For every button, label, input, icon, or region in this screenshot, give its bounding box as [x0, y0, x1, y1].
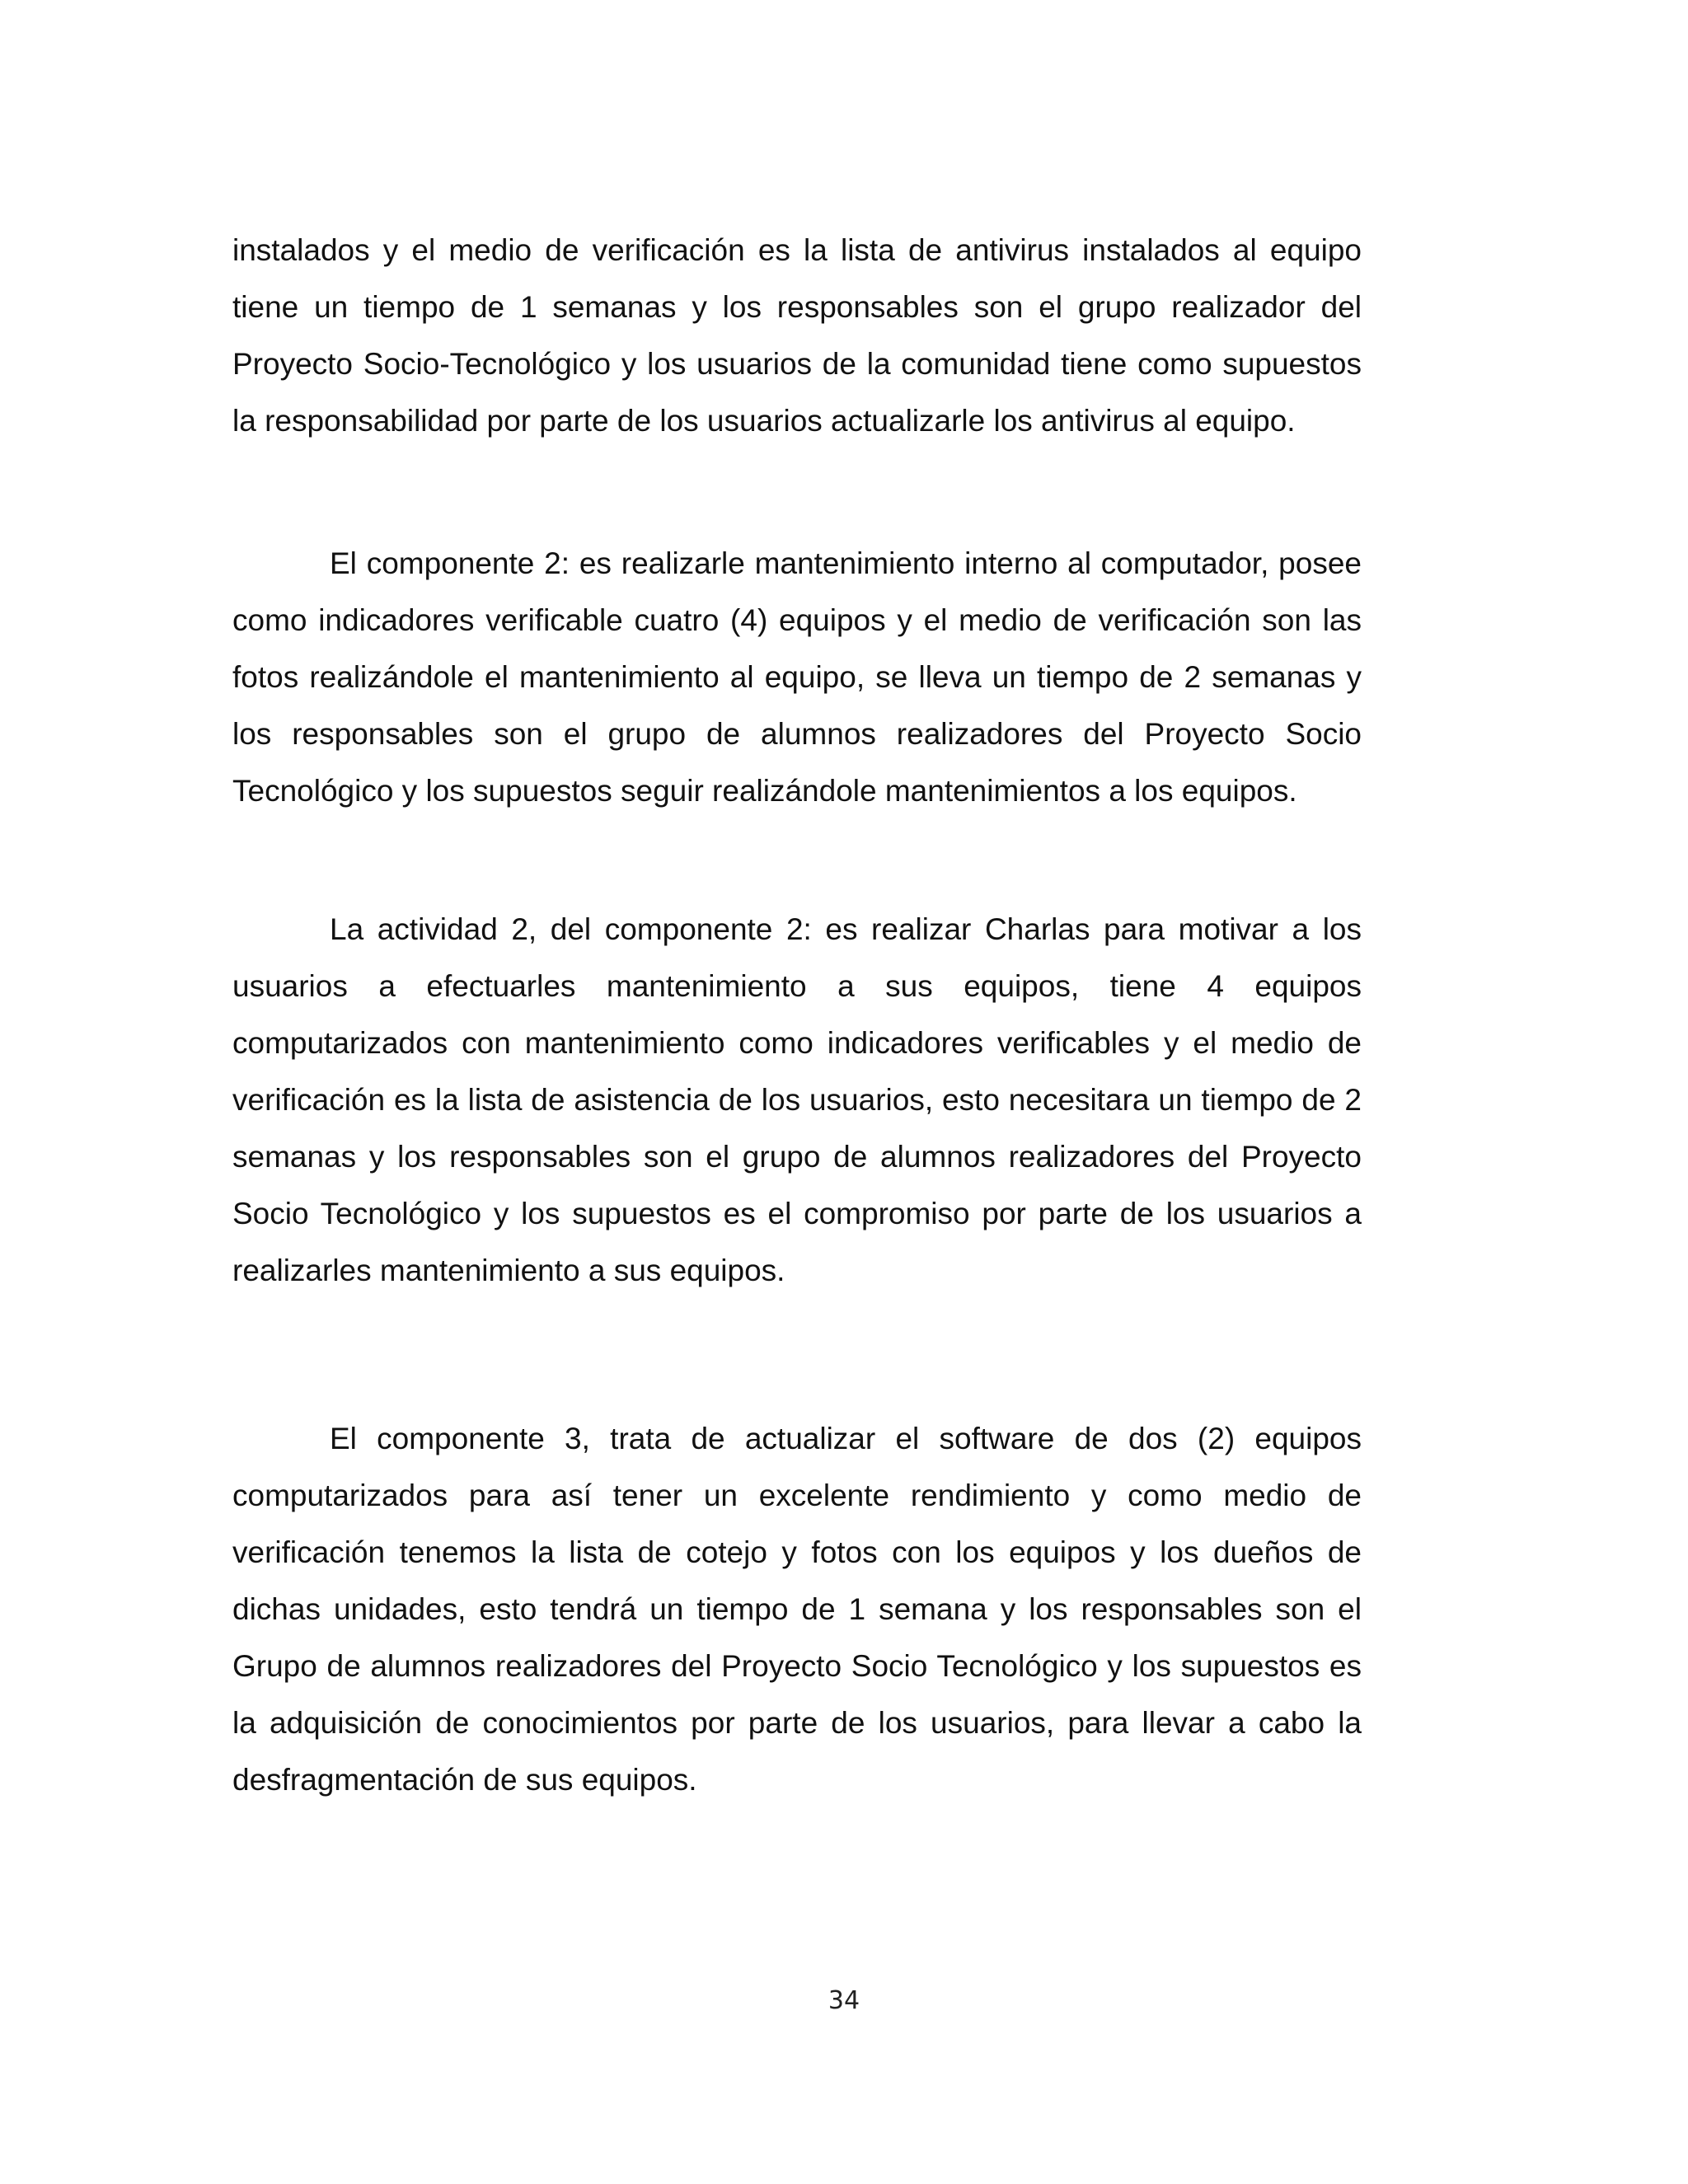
- paragraph-activity-2: La actividad 2, del componente 2: es realizar Charlas para motivar a los usuarios a efectuarles mantenimiento a sus equipos, tiene 4 equipos computarizados con mantenimiento como indicadores verificables y el medio de verificación es la lista de asistencia de los usuarios, esto necesitara un tiempo de 2 semanas y los responsables son el grupo de alumnos realizadores del Proyecto Socio Tecnológico y los supuestos es el compromiso por parte de los usuarios a realizarles mantenimiento a sus equipos.: [232, 912, 1362, 1287]
- page-number: 34: [828, 1986, 860, 2015]
- paragraph-antivirus-continuation: instalados y el medio de verificación es la lista de antivirus instalados al equipo tiene un tiempo de 1 semanas y los responsables son el grupo realizador del Proyecto Socio-Tecnológico y los usuarios de la comunidad tiene como supuestos la responsabilidad por parte de los usuarios actualizarle los antivirus al equipo.: [232, 233, 1362, 438]
- paragraph-component-3: El componente 3, trata de actualizar el software de dos (2) equipos computarizados para así tener un excelente rendimiento y como medio de verificación tenemos la lista de cotejo y fotos con los equipos y los dueños de dichas unidades, esto tendrá un tiempo de 1 semana y los responsables son el Grupo de alumnos realizadores del Proyecto Socio Tecnológico y los supuestos es la adquisición de conocimientos por parte de los usuarios, para llevar a cabo la desfragmentación de sus equipos.: [232, 1422, 1362, 1797]
- paragraph-component-2: El componente 2: es realizarle mantenimiento interno al computador, posee como indicadores verificable cuatro (4) equipos y el medio de verificación son las fotos realizándole el mantenimiento al equipo, se lleva un tiempo de 2 semanas y los responsables son el grupo de alumnos realizadores del Proyecto Socio Tecnológico y los supuestos seguir realizándole mantenimientos a los equipos.: [232, 546, 1362, 808]
